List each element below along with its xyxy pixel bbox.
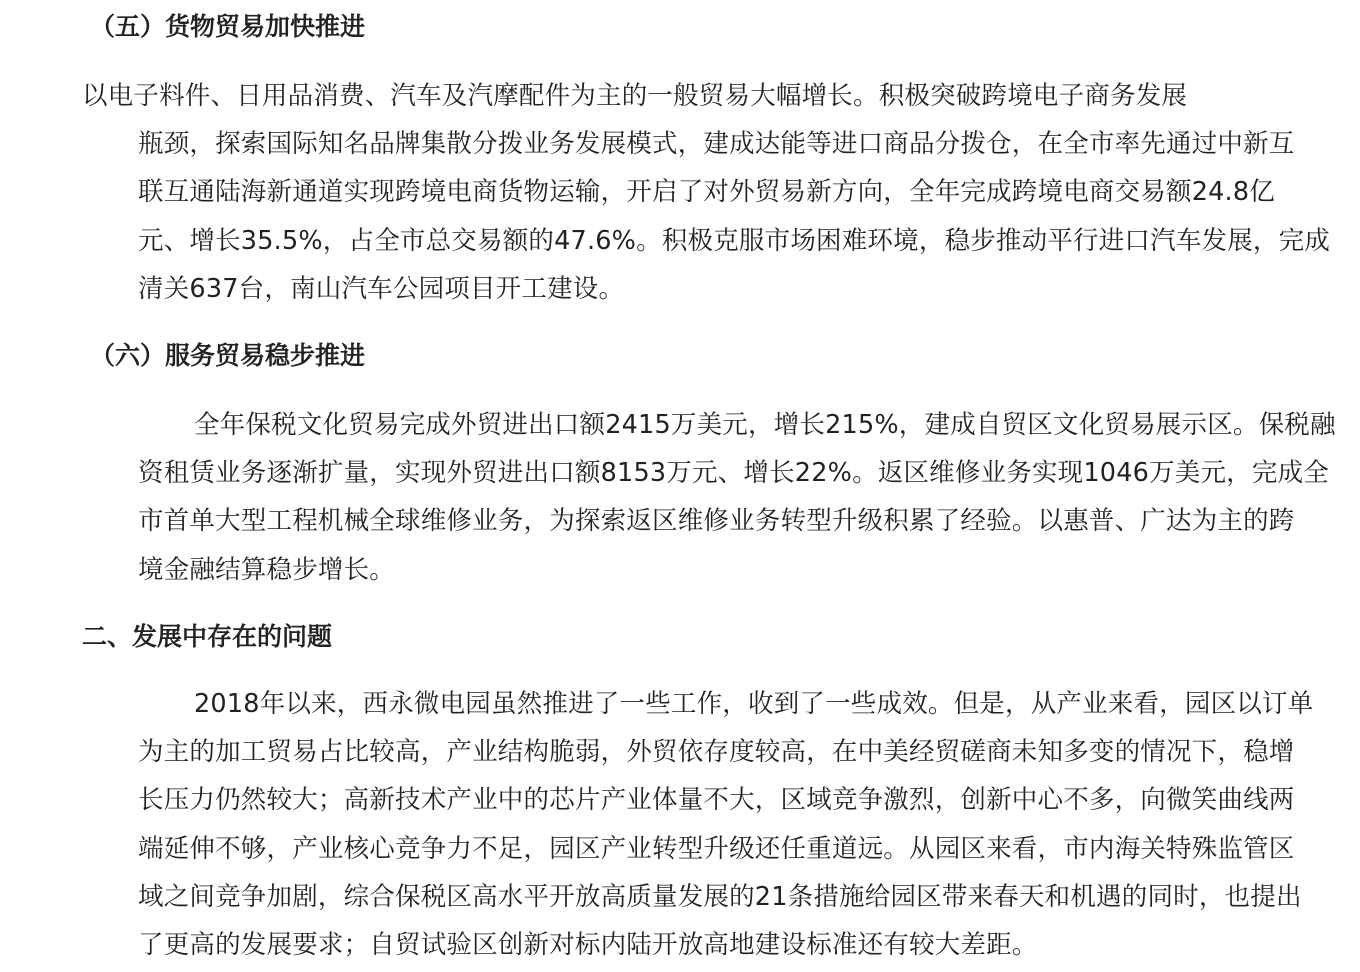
paragraph-line: 域之间竞争加剧，综合保税区高水平开放高质量发展的21条措施给园区带来春天和机遇的同时，也提出 <box>138 881 1302 912</box>
paragraph-line: 资租赁业务逐渐扩量，实现外贸进出口额8153万元、增长22%。返区维修业务实现1046万美元，完成全 <box>138 458 1329 489</box>
section-heading-goods-trade: （五）货物贸易加快推进 <box>90 12 366 41</box>
paragraph-line: 2018年以来，西永微电园虽然推进了一些工作，收到了一些成效。但是，从产业来看，园区以订单 <box>194 689 1314 719</box>
paragraph-line: 境金融结算稳步增长。 <box>138 554 396 585</box>
paragraph-line: 全年保税文化贸易完成外贸进出口额2415万美元，增长215%，建成自贸区文化贸易展示区。保税融 <box>194 410 1336 440</box>
paragraph-line: 清关637台，南山汽车公园项目开工建设。 <box>138 273 625 304</box>
paragraph-line: 端延伸不够，产业核心竞争力不足，园区产业转型升级还任重道远。从园区来看，市内海关特殊监管区 <box>138 833 1295 864</box>
paragraph-problems <box>26 680 1312 969</box>
paragraph-goods-trade <box>26 72 1331 313</box>
paragraph-line: 了更高的发展要求；自贸试验区创新对标内陆开放高地建设标准还有较大差距。 <box>138 930 1038 961</box>
paragraph-service-trade <box>26 401 1336 594</box>
paragraph-line: 瓶颈，探索国际知名品牌集散分拨业务发展模式，建成达能等进口商品分拨仓，在全市率先通过中新互 <box>138 129 1295 160</box>
paragraph-line: 长压力仍然较大；高新技术产业中的芯片产业体量不大，区域竞争激烈，创新中心不多，向微笑曲线两 <box>138 785 1295 816</box>
paragraph-line: 联互通陆海新通道实现跨境电商货物运输，开启了对外贸易新方向，全年完成跨境电商交易额24.8亿 <box>138 177 1275 208</box>
paragraph-line: 市首单大型工程机械全球维修业务，为探索返区维修业务转型升级积累了经验。以惠普、广达为主的跨 <box>138 506 1295 537</box>
paragraph-line: 以电子料件、日用品消费、汽车及汽摩配件为主的一般贸易大幅增长。积极突破跨境电子商务发展 <box>82 81 1188 111</box>
section-heading-service-trade: （六）服务贸易稳步推进 <box>90 341 366 370</box>
paragraph-line: 元、增长35.5%，占全市总交易额的47.6%。积极克服市场困难环境，稳步推动平行进口汽车发展，完成 <box>138 225 1331 256</box>
section-heading-problems: 二、发展中存在的问题 <box>82 622 333 651</box>
paragraph-line: 为主的加工贸易占比较高，产业结构脆弱，外贸依存度较高，在中美经贸磋商未知多变的情况下，稳增 <box>138 737 1295 768</box>
